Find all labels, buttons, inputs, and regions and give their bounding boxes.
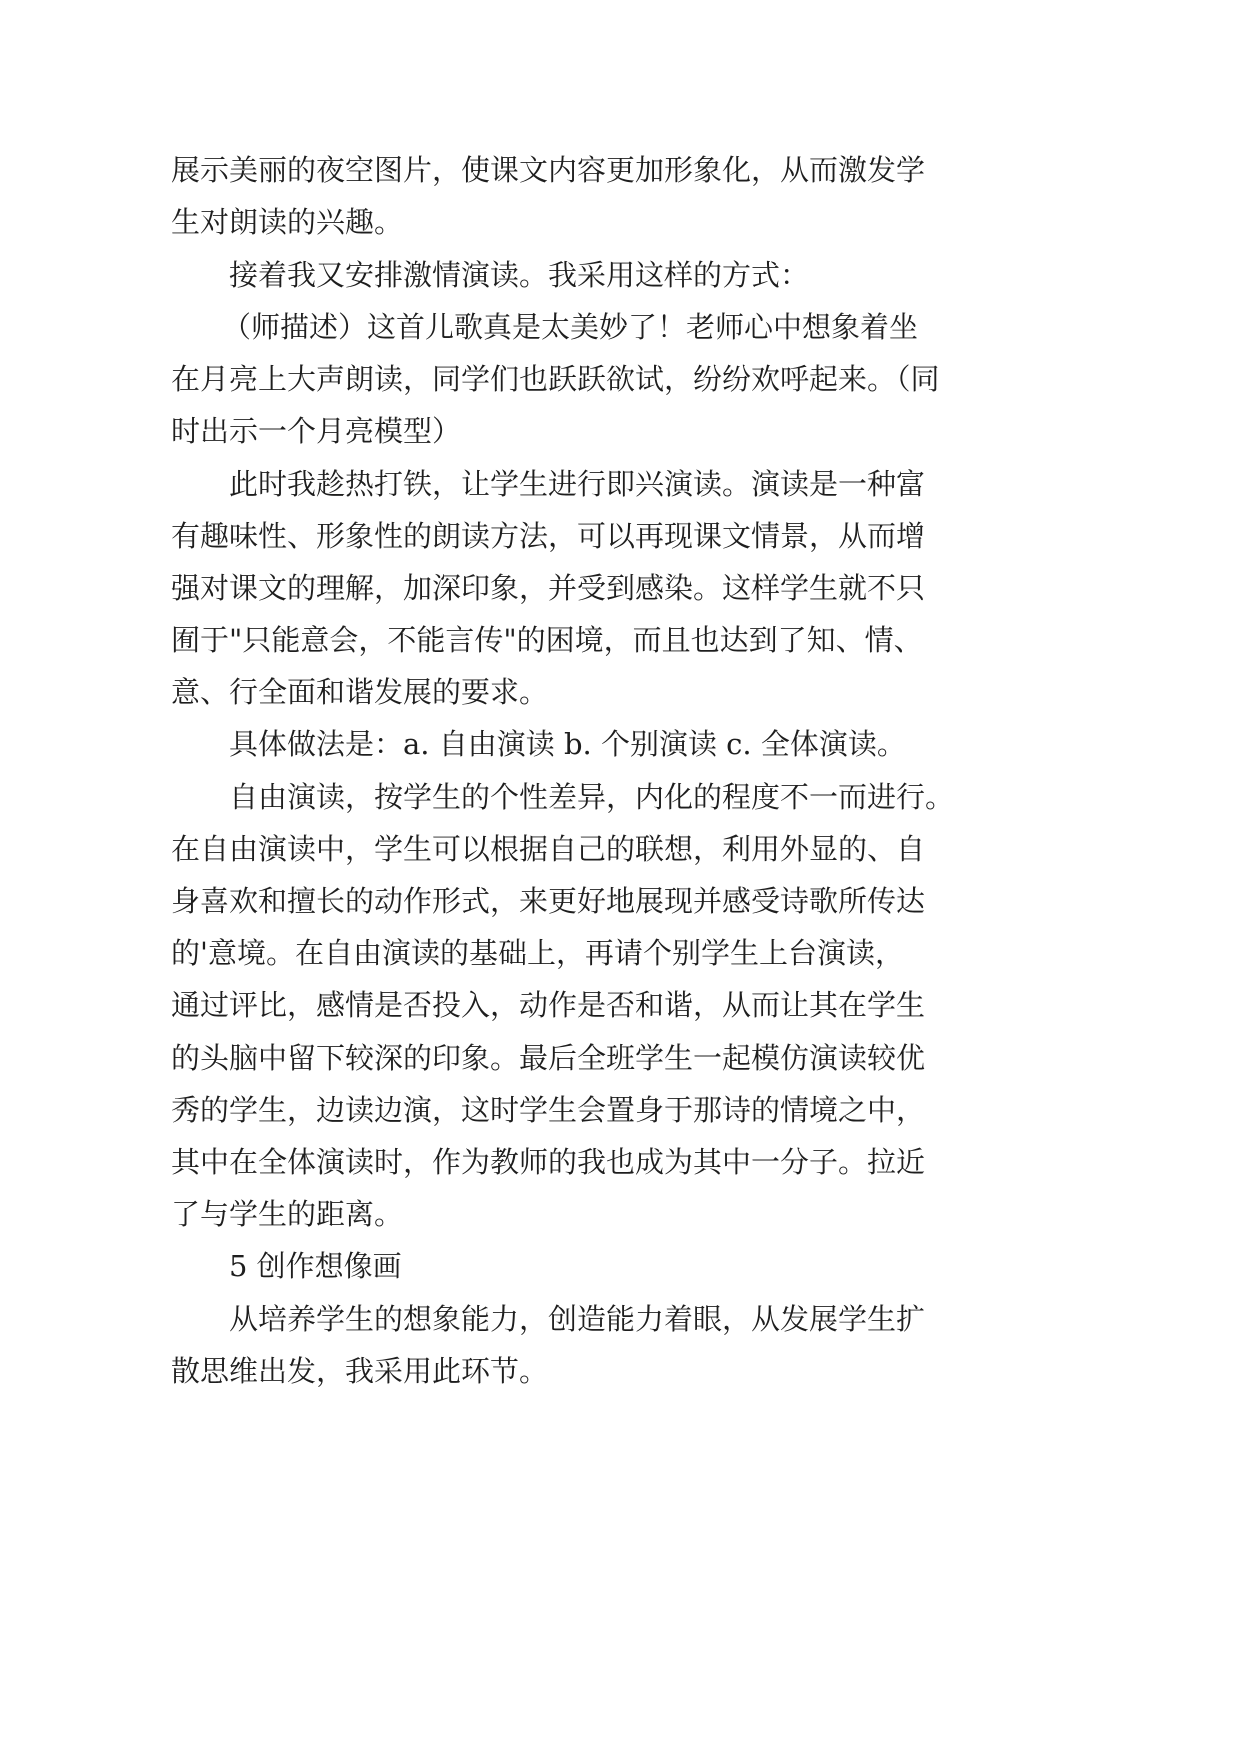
section-heading: 5 创作想像画	[229, 1249, 402, 1283]
text-line-12: 具体做法是：a. 自由演读 b. 个别演读 c. 全体演读。	[229, 727, 906, 761]
text-line-3: 接着我又安排激情演读。我采用这样的方式：	[229, 258, 810, 292]
text-line-2: 生对朗读的兴趣。	[171, 205, 404, 239]
text-line-1: 展示美丽的夜空图片，使课文内容更加形象化，从而激发学	[171, 153, 926, 187]
text-line-4: （师描述）这首儿歌真是太美妙了！老师心中想象着坐	[222, 310, 919, 344]
text-line-14: 在自由演读中，学生可以根据自己的联想，利用外显的、自	[171, 832, 926, 866]
text-line-13: 自由演读，按学生的个性差异，内化的程度不一而进行。	[229, 780, 955, 814]
text-line-16: 的'意境。在自由演读的基础上，再请个别学生上台演读，	[171, 936, 904, 970]
text-line-21: 了与学生的距离。	[171, 1197, 404, 1231]
text-line-19: 秀的学生，边读边演，这时学生会置身于那诗的情境之中，	[171, 1093, 926, 1127]
text-line-7: 此时我趁热打铁，让学生进行即兴演读。演读是一种富	[229, 467, 926, 501]
text-line-6: 时出示一个月亮模型）	[171, 414, 462, 448]
text-line-17: 通过评比，感情是否投入，动作是否和谐，从而让其在学生	[171, 988, 926, 1022]
text-line-10: 囿于"只能意会，不能言传"的困境，而且也达到了知、情、	[171, 623, 923, 657]
text-line-8: 有趣味性、形象性的朗读方法，可以再现课文情景，从而增	[171, 519, 926, 553]
text-line-23: 从培养学生的想象能力，创造能力着眼，从发展学生扩	[229, 1302, 926, 1336]
text-line-24: 散思维出发，我采用此环节。	[171, 1354, 549, 1388]
text-line-5: 在月亮上大声朗读，同学们也跃跃欲试，纷纷欢呼起来。（同	[171, 362, 940, 396]
text-line-11: 意、行全面和谐发展的要求。	[171, 675, 549, 709]
text-line-15: 身喜欢和擅长的动作形式，来更好地展现并感受诗歌所传达	[171, 884, 926, 918]
text-line-9: 强对课文的理解，加深印象，并受到感染。这样学生就不只	[171, 571, 926, 605]
text-line-18: 的头脑中留下较深的印象。最后全班学生一起模仿演读较优	[171, 1041, 926, 1075]
text-line-20: 其中在全体演读时，作为教师的我也成为其中一分子。拉近	[171, 1145, 926, 1179]
